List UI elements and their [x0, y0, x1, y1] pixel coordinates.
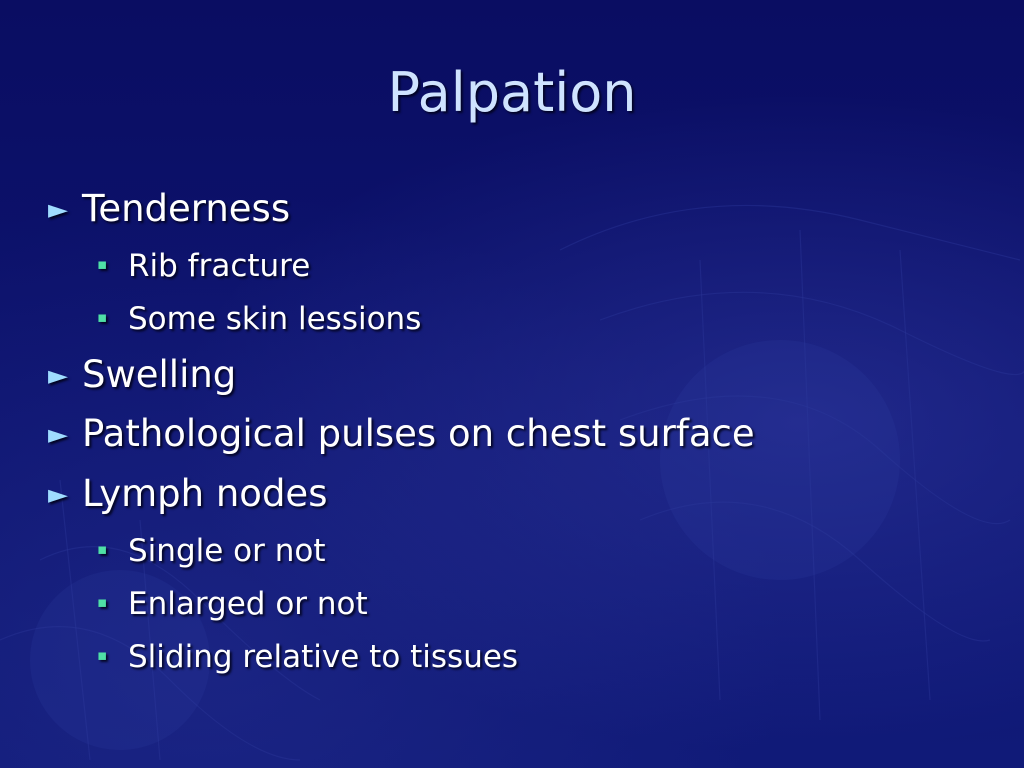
bullet-label: Rib fracture	[128, 248, 311, 284]
square-bullet-icon: ▪	[97, 308, 108, 326]
bullet-pathological-pulses	[48, 409, 755, 460]
bullet-label: Lymph nodes	[82, 472, 328, 515]
square-bullet-icon: ▪	[97, 540, 108, 558]
arrow-bullet-icon: ►	[48, 480, 68, 510]
arrow-bullet-icon: ►	[48, 361, 68, 391]
bullet-tenderness	[48, 184, 290, 235]
bullet-label: Tenderness	[82, 187, 291, 230]
bullet-swelling	[48, 350, 236, 401]
sub-bullet-enlarged	[97, 580, 368, 626]
sub-bullet-sliding	[97, 633, 518, 679]
bullet-label: Single or not	[128, 533, 326, 569]
bullet-label: Some skin lessions	[128, 301, 422, 337]
sub-bullet-single	[97, 527, 326, 573]
square-bullet-icon: ▪	[97, 593, 108, 611]
sub-bullet-rib-fracture	[97, 242, 310, 288]
arrow-bullet-icon: ►	[48, 420, 68, 450]
bullet-label: Sliding relative to tissues	[128, 639, 519, 675]
bullet-label: Swelling	[82, 353, 237, 396]
arrow-bullet-icon: ►	[48, 195, 68, 225]
sub-bullet-skin-lessions	[97, 295, 421, 341]
square-bullet-icon: ▪	[97, 646, 108, 664]
square-bullet-icon: ▪	[97, 255, 108, 273]
bullet-lymph-nodes	[48, 469, 327, 520]
bullet-label: Pathological pulses on chest surface	[82, 412, 755, 455]
bullet-label: Enlarged or not	[128, 586, 368, 622]
slide-title: Palpation	[387, 61, 637, 124]
